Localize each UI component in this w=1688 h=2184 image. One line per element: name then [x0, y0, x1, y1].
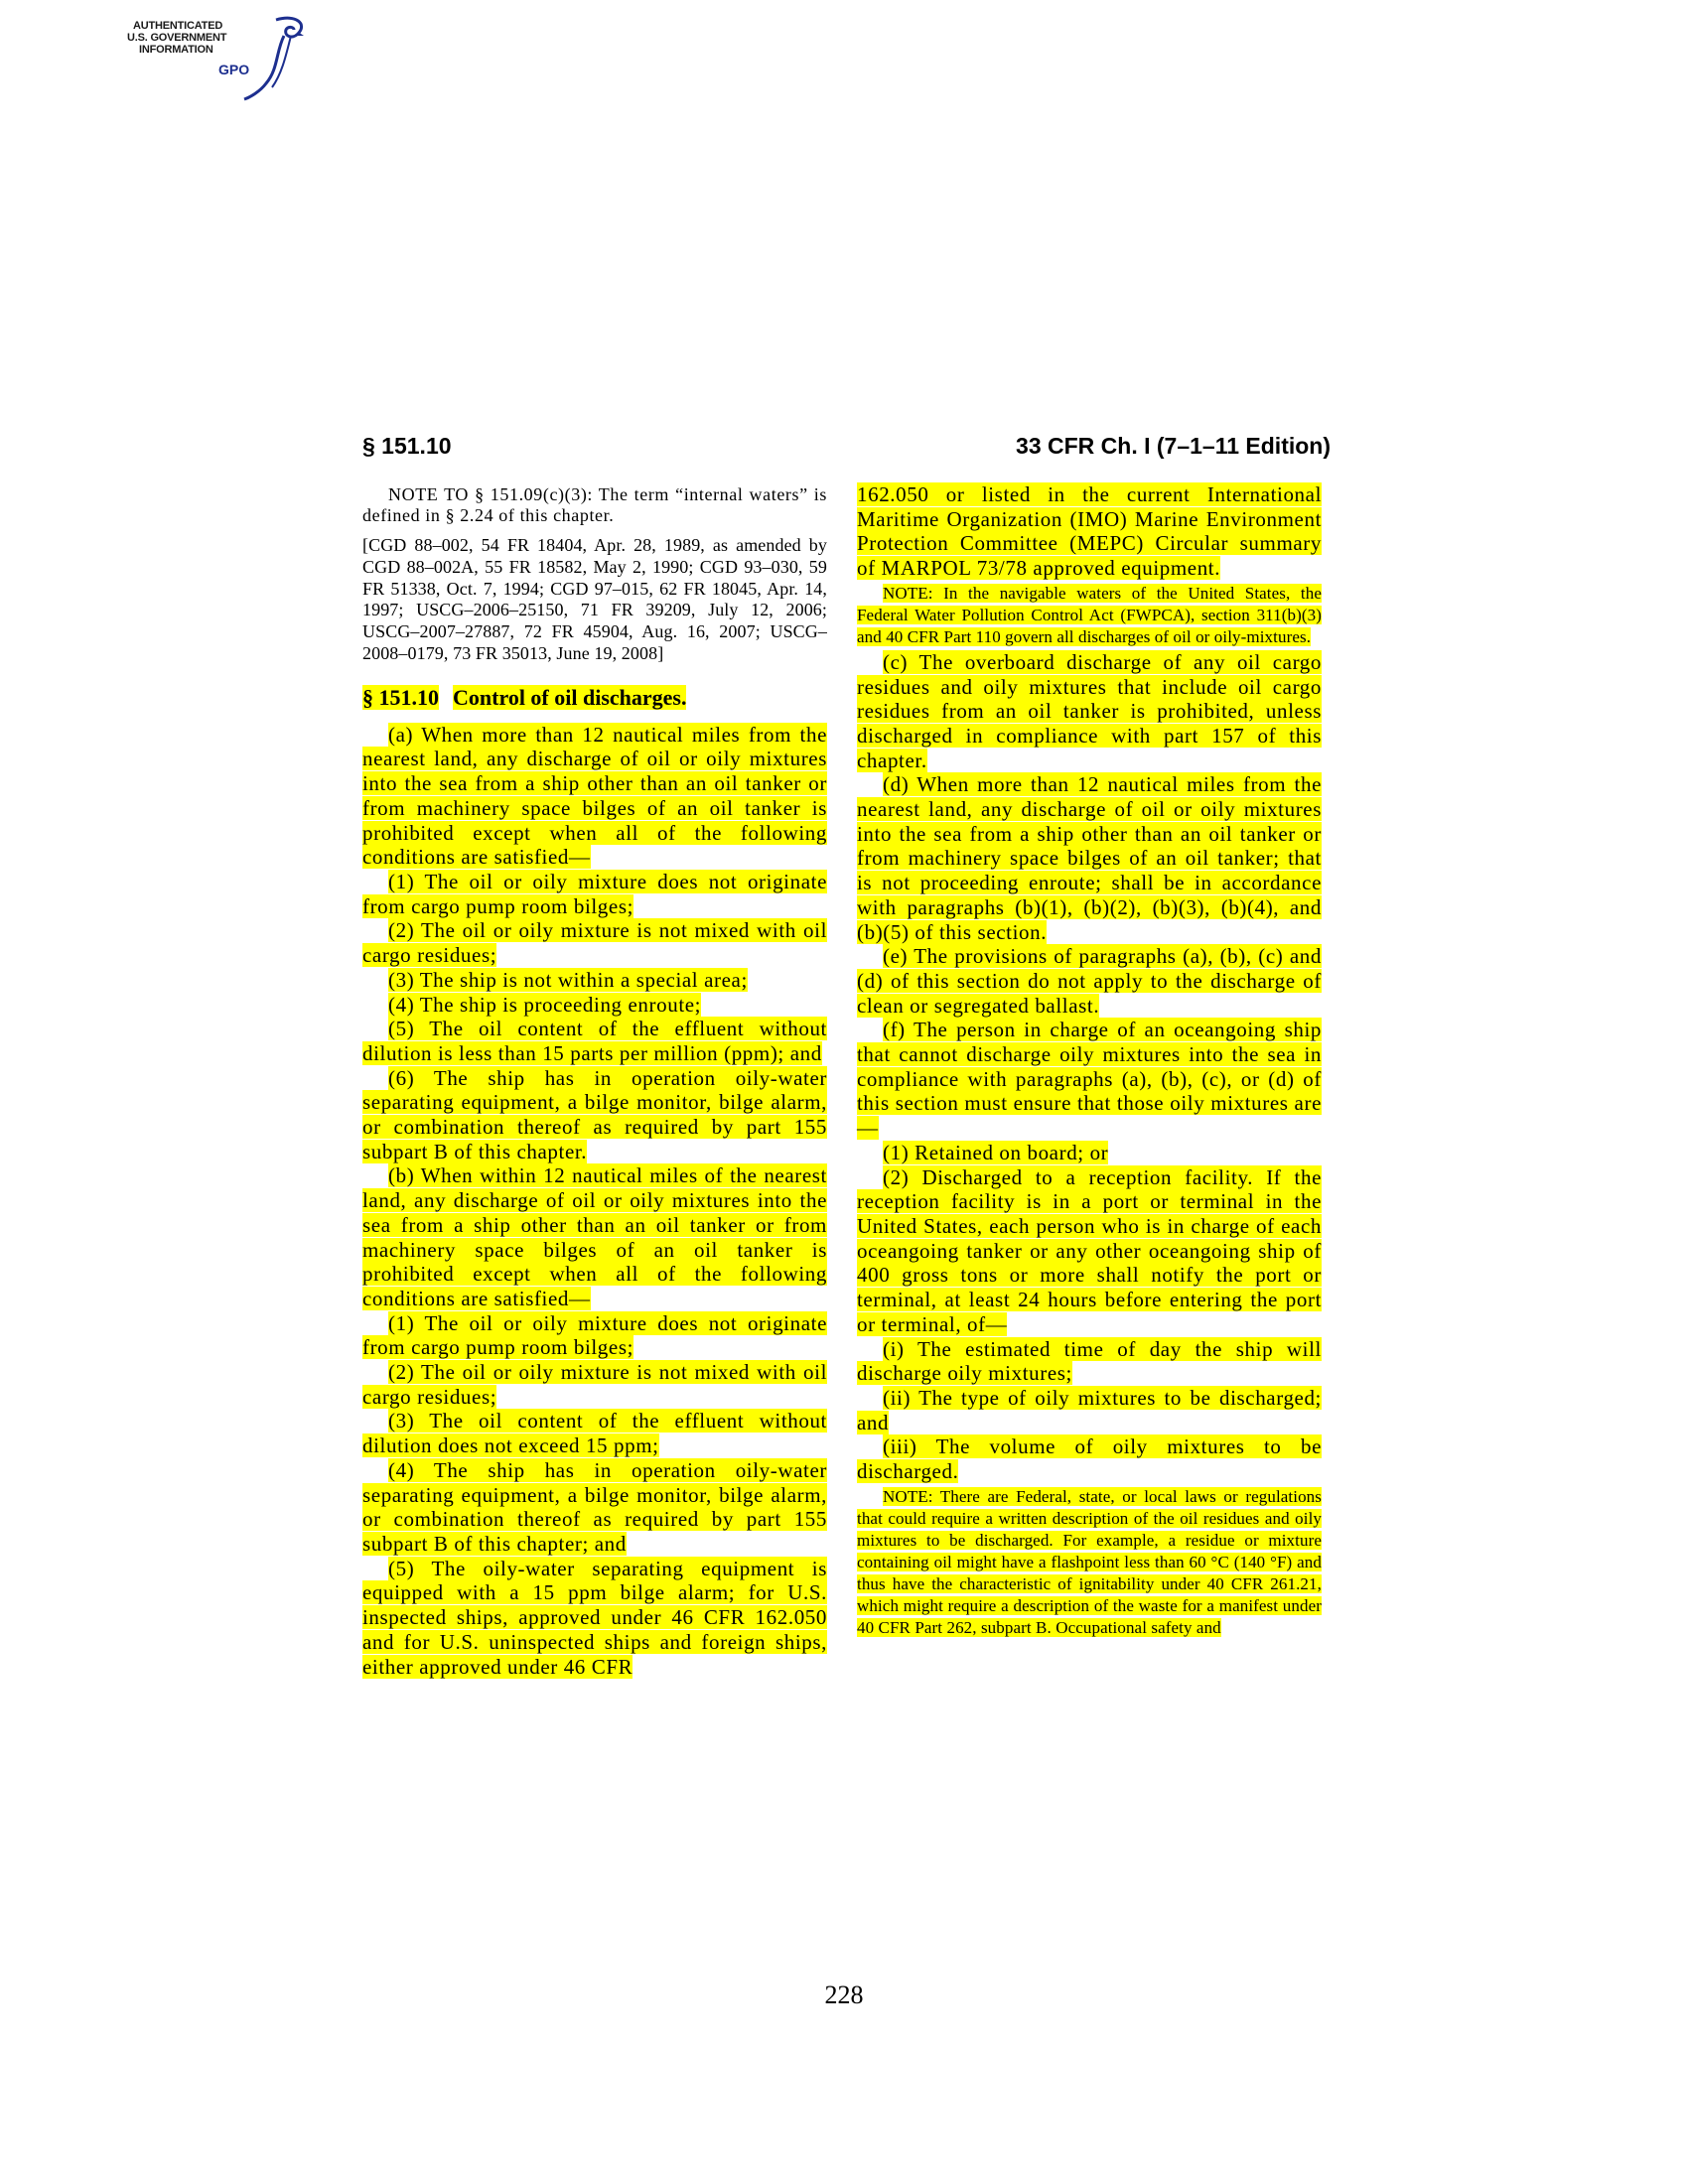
paragraph-e: (e) The provisions of paragraphs (a), (b), (c) and (d) of this section do not apply to the discharge of clean or segregated ballast.	[857, 944, 1322, 1018]
paragraph-b-1: (1) The oil or oily mixture does not originate from cargo pump room bilges;	[362, 1310, 827, 1360]
running-header-section: § 151.10	[362, 433, 452, 459]
logo-line-3: INFORMATION	[139, 44, 213, 56]
running-header-title: 33 CFR Ch. I (7–1–11 Edition)	[1016, 433, 1331, 459]
paragraph-b-3: (3) The oil content of the effluent without dilution does not exceed 15 ppm;	[362, 1409, 827, 1458]
paragraph-a-2: (2) The oil or oily mixture is not mixed with oil cargo residues;	[362, 918, 827, 968]
paragraph-b-2: (2) The oil or oily mixture is not mixed with oil cargo residues;	[362, 1360, 827, 1409]
note-fwpca-text: In the navigable waters of the United States, the Federal Water Pollution Control Act (FWPCA), section 311(b)(3) and 40 CFR Part 110 govern all discharges of oil or oily-mixtures.	[857, 583, 1322, 646]
page-number: 228	[824, 1980, 864, 2009]
right-paragraphs	[857, 650, 1322, 1484]
logo-gpo-mark: GPO	[218, 62, 250, 77]
paragraph-f-2-ii: (ii) The type of oily mixtures to be discharged; and	[857, 1385, 1322, 1434]
note-to-section	[362, 484, 827, 526]
note-hazardous-waste	[857, 1486, 1322, 1639]
paragraph-f-1: (1) Retained on board; or	[883, 1140, 1109, 1164]
logo-line-2: U.S. GOVERNMENT	[127, 32, 227, 44]
left-paragraphs	[362, 723, 827, 1679]
note-label: NOTE	[388, 484, 439, 504]
paragraph-a: (a) When more than 12 nautical miles from the nearest land, any discharge of oil or oily mixtures into the sea from a ship other than an oil tanker or from machinery space bilges of an oil tanker is prohibited except when all of the following conditions are satisfied—	[362, 722, 827, 870]
left-column	[362, 484, 827, 1679]
paragraph-f: (f) The person in charge of an oceangoing ship that cannot discharge oily mixtures into the sea in compliance with paragraphs (a), (b), (c), or (d) of this section must ensure that those oily mixtures are—	[857, 1018, 1322, 1141]
note-text: TO § 151.09(c)(3): The term “internal waters” is defined in § 2.24 of this chapter.	[362, 484, 827, 525]
gpo-authenticated-logo	[127, 12, 306, 101]
continuation-text: 162.050 or listed in the current International Maritime Organization (IMO) Marine Environment Protection Committee (MEPC) Circular summary of MARPOL 73/78 approved equipment.	[857, 482, 1322, 581]
note-hazardous-label: NOTE:	[883, 1486, 933, 1506]
paragraph-a-4: (4) The ship is proceeding enroute;	[388, 992, 702, 1017]
paragraph-b: (b) When within 12 nautical miles of the nearest land, any discharge of oil or oily mixtures into the sea from a ship other than an oil tanker or from machinery space bilges of an oil tanker is prohibited except when all of the following conditions are satisfied—	[362, 1163, 827, 1310]
paragraph-c: (c) The overboard discharge of any oil cargo residues and oily mixtures that include oil cargo residues from an oil tanker is prohibited, unless discharged in compliance with part 157 of this chapter.	[857, 649, 1322, 772]
paragraph-a-6: (6) The ship has in operation oily-water separating equipment, a bilge monitor, bilge alarm, or combination thereof as required by part 155 subpart B of this chapter.	[362, 1065, 827, 1163]
paragraph-b-4: (4) The ship has in operation oily-water separating equipment, a bilge monitor, bilge alarm, or combination thereof as required by part 155 subpart B of this chapter; and	[362, 1457, 827, 1556]
paragraph-d: (d) When more than 12 nautical miles from the nearest land, any discharge of oil or oily mixtures into the sea from a ship other than an oil tanker or from machinery space bilges of an oil tanker; that is not proceeding enroute; shall be in accordance with paragraphs (b)(1), (b)(2), (b)(3), (b)(4), and (b)(5) of this section.	[857, 772, 1322, 944]
paragraph-f-2: (2) Discharged to a reception facility. If the reception facility is in a port or terminal in the United States, each person who is in charge of each oceangoing tanker or any other oceangoing ship of 400 gross tons or more shall notify the port or terminal, at least 24 hours before entering the port or terminal, of—	[857, 1164, 1322, 1336]
note-fwpca	[857, 583, 1322, 648]
paragraph-a-3: (3) The ship is not within a special area;	[388, 967, 748, 992]
paragraph-f-2-iii: (iii) The volume of oily mixtures to be discharged.	[857, 1434, 1322, 1484]
paragraph-a-1: (1) The oil or oily mixture does not originate from cargo pump room bilges;	[362, 870, 827, 918]
section-title: Control of oil discharges.	[453, 684, 687, 710]
right-column	[857, 482, 1322, 1639]
paragraph-a-5: (5) The oil content of the effluent without dilution is less than 15 parts per million (ppm); and	[362, 1017, 827, 1065]
logo-line-1: AUTHENTICATED	[133, 20, 223, 32]
paragraph-b-5: (5) The oily-water separating equipment is equipped with a 15 ppm bilge alarm; for U.S. inspected ships, approved under 46 CFR 162.050 and for U.S. uninspected ships and foreign ships, either approved under 46 CFR	[362, 1556, 827, 1679]
section-heading	[362, 685, 827, 711]
note-hazardous-text: There are Federal, state, or local laws or regulations that could require a written description of the oil residues and oily mixtures to be discharged. For example, a residue or mixture containing oil might have a flashpoint less than 60 °C (140 °F) and thus have the characteristic of ignitability under 40 CFR 261.21, which might require a description of the waste for a manifest under 40 CFR Part 262, subpart B. Occupational safety and	[857, 1486, 1322, 1637]
paragraph-f-2-i: (i) The estimated time of day the ship will discharge oily mixtures;	[857, 1336, 1322, 1386]
source-citation: [CGD 88–002, 54 FR 18404, Apr. 28, 1989, as amended by CGD 88–002A, 55 FR 18582, May 2, 1990; CGD 93–030, 59 FR 51338, Oct. 7, 1994; CGD 97–015, 62 FR 18045, Apr. 14, 1997; USCG–2006–25150, 71 FR 39209, July 12, 2006; USCG–2007–27887, 72 FR 45904, Aug. 16, 2007; USCG–2008–0179, 73 FR 35013, June 19, 2008]	[362, 535, 827, 663]
note-fwpca-label: NOTE:	[883, 583, 933, 603]
section-number: § 151.10	[362, 684, 439, 710]
